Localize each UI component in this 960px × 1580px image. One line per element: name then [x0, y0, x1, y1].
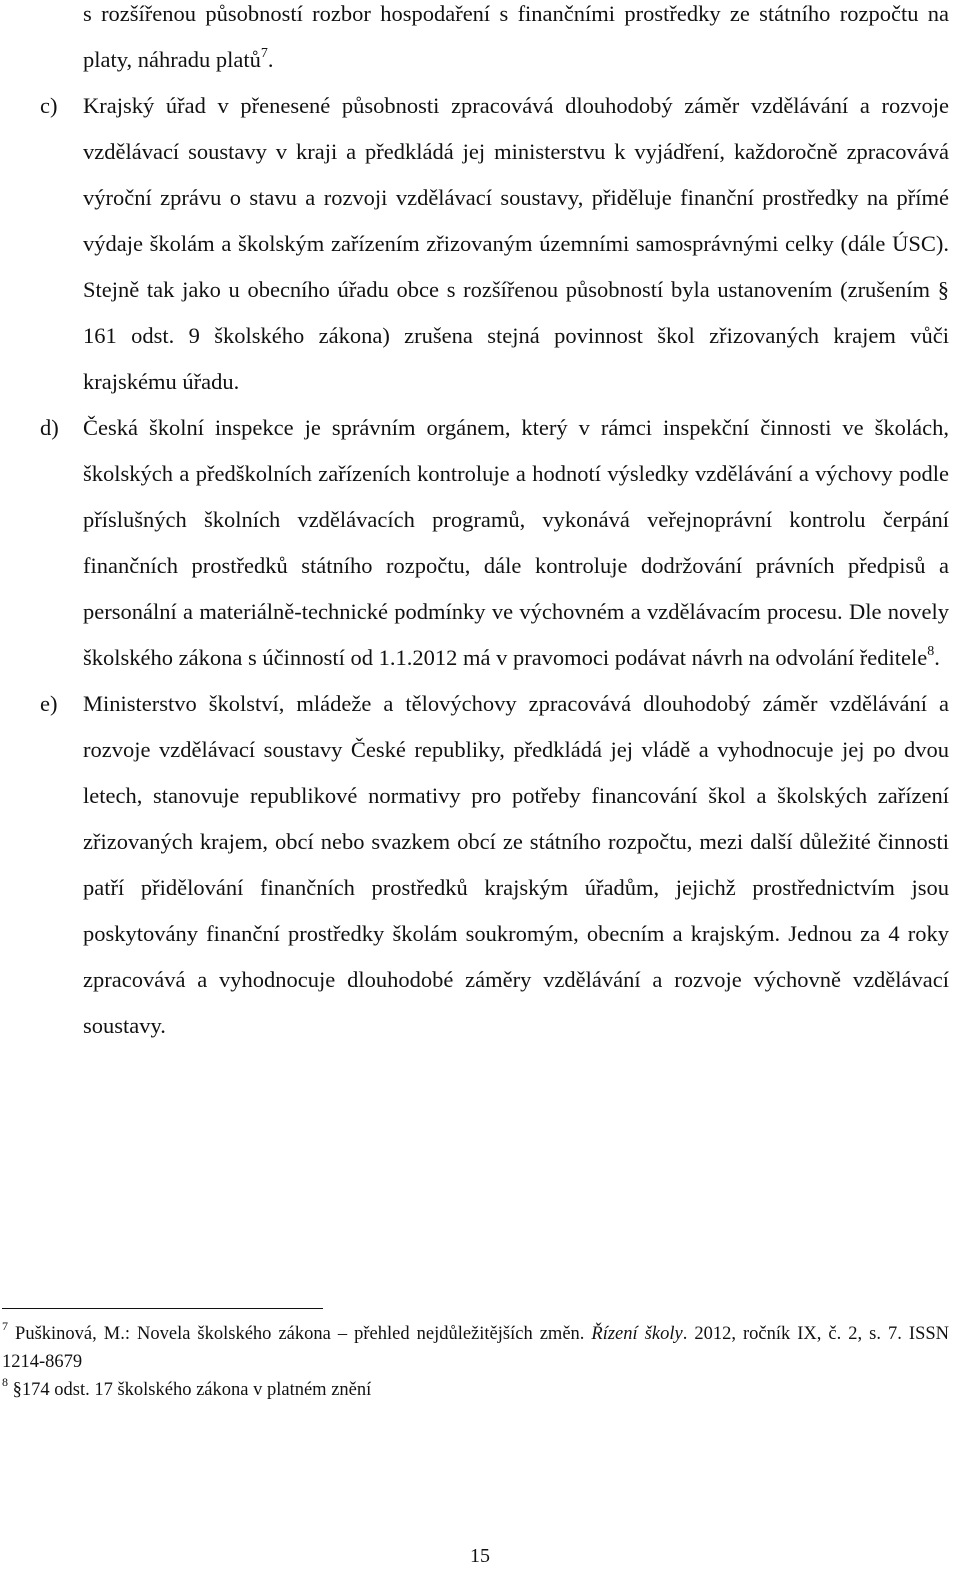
paragraph-text: Česká školní inspekce je správním orgánem, který v rámci inspekční činnosti ve školách, školských a předškolních zařízeních kontroluje a hodnotí výsledky vzdělávání a výchovy podle příslušných školních vzdělávacích programů, vykonává veřejnoprávní kontrolu čerpání finančních prostředků státního rozpočtu, dále kontroluje dodržování právních předpisů a personální a materiálně-technické podmínky ve výchovném a vzdělávacím procesu. Dle novely školského zákona s účinností od 1.1.2012 má v pravomoci podávat návrh na odvolání ředitele: [83, 415, 949, 670]
footnote-ref-7[interactable]: 7: [260, 45, 268, 61]
paragraph-tail: .: [934, 645, 940, 670]
footnote-number: 8: [2, 1374, 8, 1389]
list-marker: c): [40, 93, 58, 118]
page-number: 15: [470, 1545, 490, 1567]
footnote-8: [2, 1376, 949, 1404]
footnote-number: 7: [2, 1318, 8, 1333]
list-item-c: [40, 83, 949, 405]
footnote-7: [2, 1320, 949, 1376]
footnote-text-end: . 2012, ročník IX, č. 2, s. 7. ISSN 1214-8679: [2, 1324, 950, 1372]
list-marker: d): [40, 415, 59, 440]
footnote-text: Puškinová, M.: Novela školského zákona – přehled nejdůležitějších změn.: [15, 1324, 592, 1344]
footnote-ref-8[interactable]: 8: [927, 643, 935, 659]
list-marker: e): [40, 691, 58, 716]
list-item-d: [40, 405, 949, 681]
footnote-text: §174 odst. 17 školského zákona v platném znění: [12, 1380, 372, 1400]
paragraph-text: Ministerstvo školství, mládeže a tělovýchovy zpracovává dlouhodobý záměr vzdělávání a rozvoje vzdělávací soustavy České republiky, předkládá jej vládě a vyhodnocuje jej po dvou letech, stanovuje republikové normativy pro potřeby financování škol a školských zařízení zřizovaných krajem, obcí nebo svazkem obcí ze státního rozpočtu, mezi další důležité činnosti patří přidělování finančních prostředků krajským úřadům, jejichž prostřednictvím jsou poskytovány finanční prostředky školám soukromým, obecním a krajským. Jednou za 4 roky zpracovává a vyhodnocuje dlouhodobé záměry vzdělávání a rozvoje výchovně vzdělávací soustavy.: [83, 691, 949, 1038]
body-text: [40, 0, 949, 1049]
footnotes: [2, 1320, 949, 1404]
footnote-separator: [2, 1308, 323, 1309]
paragraph-text: Krajský úřad v přenesené působnosti zpracovává dlouhodobý záměr vzdělávání a rozvoje vzdělávací soustavy v kraji a předkládá jej ministerstvu k vyjádření, každoročně zpracovává výroční zprávu o stavu a rozvoji vzdělávací soustavy, přiděluje finanční prostředky na přímé výdaje školám a školským zařízením zřizovaným územními samosprávnými celky (dále ÚSC). Stejně tak jako u obecního úřadu obce s rozšířenou působností byla ustanovením (zrušením § 161 odst. 9 školského zákona) zrušena stejná povinnost škol zřizovaných krajem vůči krajskému úřadu.: [83, 93, 949, 394]
paragraph-continuation: [40, 0, 949, 83]
paragraph-tail: .: [267, 47, 274, 72]
footnote-journal-title: Řízení školy: [591, 1324, 683, 1344]
list-item-e: [40, 681, 949, 1049]
paragraph-text: s rozšířenou působností rozbor hospodaření s finančními prostředky ze státního rozpočtu na platy, náhradu platů: [83, 1, 949, 72]
